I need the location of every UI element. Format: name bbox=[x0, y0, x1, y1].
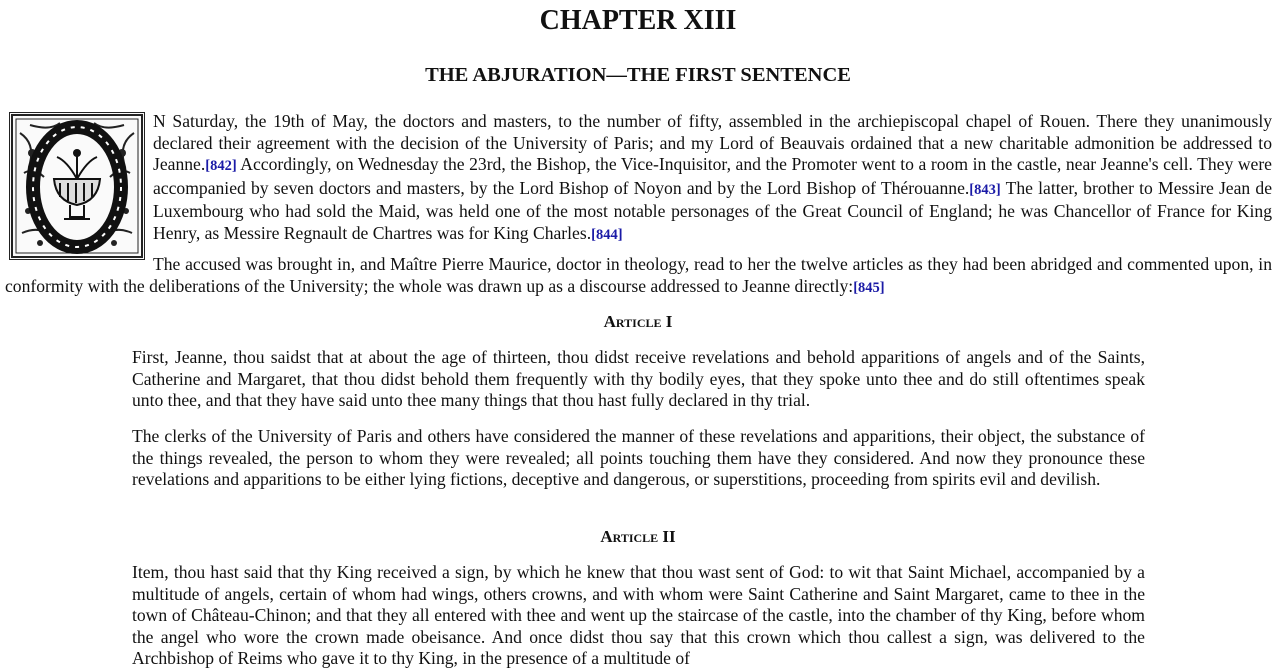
chapter-title: CHAPTER XIII bbox=[539, 5, 737, 36]
second-paragraph bbox=[5, 254, 1272, 299]
article-2-heading: Article II bbox=[600, 527, 676, 546]
drop-cap-o-image bbox=[9, 112, 145, 260]
opening-paragraph-text-1: N Saturday, the 19th of May, the doctors and masters, to the number of fifty, assembled in the archiepiscopal chapel of Rouen. There they unanimously declared their agreement with the decision of the University of Paris; and my Lord of Beauvais ordained that a new charitable admonition be addressed to Jeanne. bbox=[153, 111, 1272, 175]
opening-paragraph-text-2: Accordingly, on Wednesday the 23rd, the Bishop, the Vice-Inquisitor, and the Promoter went to a room in the castle, near Jeanne's cell. They were accompanied by seven doctors and masters, by the Lord Bishop of Noyon and by the Lord Bishop of Thérouanne. bbox=[153, 154, 1272, 198]
article-1-heading: Article I bbox=[603, 312, 673, 331]
chapter-subtitle: THE ABJURATION—THE FIRST SENTENCE bbox=[425, 64, 851, 86]
opening-paragraph bbox=[153, 111, 1272, 247]
article-2-paragraph-1: Item, thou hast said that thy King received a sign, by which he knew that thou wast sent of God: to wit that Saint Michael, accompanied by a multitude of angels, certain of whom had wings, others crowns, and with whom were Saint Catherine and Saint Margaret, came to thee in the town of Château-Chinon; and that they all entered with thee and went up the staircase of the castle, into the chamber of thy King, before whom the angel who wore the crown made obeisance. And once didst thou say that this crown which thou callest a sign, was delivered to the Archbishop of Reims who gave it to thy King, in the presence of a multitude of bbox=[132, 562, 1145, 669]
opening-paragraph-text-3: The latter, brother to Messire Jean de Luxembourg who had sold the Maid, was held one of the most notable personages of the Great Council of England; he was Chancellor of France for King Henry, as Messire Regnault de Chartres was for King Charles. bbox=[153, 177, 1273, 243]
footnote-link-845[interactable]: [845] bbox=[853, 279, 885, 296]
footnote-link-844[interactable]: [844] bbox=[591, 226, 623, 243]
footnote-link-843[interactable]: [843] bbox=[969, 181, 1001, 198]
second-paragraph-text: The accused was brought in, and Maître Pierre Maurice, doctor in theology, read to her the twelve articles as they had been abridged and commented upon, in conformity with the deliberations of the University; the whole was drawn up as a discourse addressed to Jeanne directly: bbox=[5, 254, 1272, 296]
article-1-paragraph-1: First, Jeanne, thou saidst that at about the age of thirteen, thou didst receive revelations and behold apparitions of angels and of the Saints, Catherine and Margaret, that thou didst behold them frequently with thy bodily eyes, that they spoke unto thee and do still oftentimes speak unto thee, and that they have said unto thee many things that thou hast fully declared in thy trial. bbox=[132, 347, 1145, 411]
footnote-link-842[interactable]: [842] bbox=[205, 158, 237, 175]
article-1-paragraph-2: The clerks of the University of Paris and others have considered the manner of these revelations and apparitions, their object, the substance of the things revealed, the person to whom they were revealed; all points touching them have they considered. And now they pronounce these revelations and apparitions to be either lying fictions, deceptive and dangerous, or superstitions, proceeding from spirits evil and devilish. bbox=[132, 426, 1145, 490]
